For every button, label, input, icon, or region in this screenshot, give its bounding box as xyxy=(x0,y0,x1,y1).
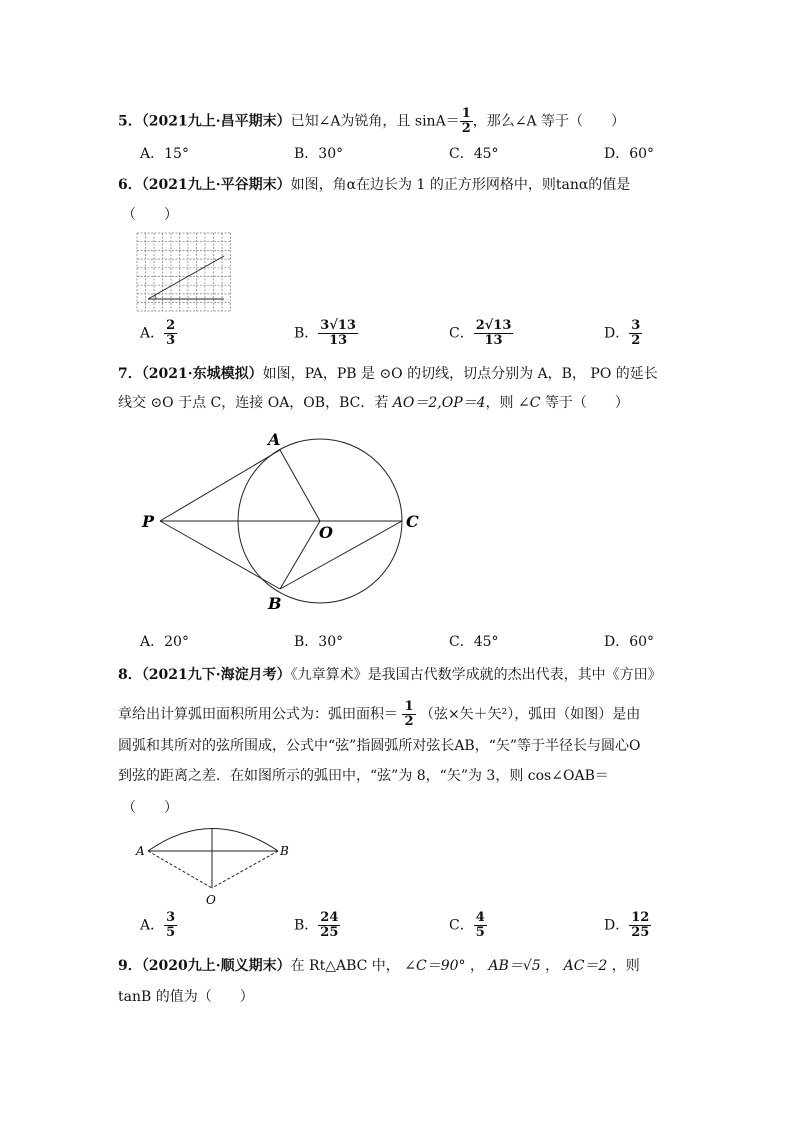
q6-text: 如图，角α在边长为 1 的正方形网格中，则tanα的值是 xyxy=(290,177,631,193)
q8-option-a[interactable]: A． $\frac{3}{5}$ xyxy=(140,910,176,940)
q7-option-a[interactable]: A．20° xyxy=(140,634,189,650)
dashed-oa xyxy=(148,851,212,888)
q6-line xyxy=(118,176,630,194)
label-a: A xyxy=(268,430,281,449)
q6-option-d[interactable]: D． $\frac{3}{2}$ xyxy=(604,318,641,348)
segment-bc xyxy=(280,521,402,589)
segment-ob xyxy=(280,521,320,589)
q6-number: 6． xyxy=(118,177,142,193)
q8-line2: 章给出计算弧田面积所用公式为：弧田面积＝ $\frac{1}{2}$ （弦×矢＋矢²），弧田（如图）是由 xyxy=(118,699,641,729)
q5-text-post: ，那么∠A 等于（ ） xyxy=(472,113,626,130)
q5-number: 5． xyxy=(118,113,142,130)
q5-option-a[interactable]: A．15° xyxy=(140,146,189,162)
q9-number: 9． xyxy=(118,958,142,974)
q6-option-c[interactable]: C． $\frac{2√13}{13}$ xyxy=(449,318,512,348)
dashed-ob xyxy=(212,851,278,888)
q7-line2: 线交 ⊙O 于点 C，连接 OA，OB，BC．若 AO＝2,OP＝4，则 ∠C 等于（ ） xyxy=(118,395,629,411)
q8-arc-figure xyxy=(134,820,298,910)
q9-line2: tanB 的值为（ ） xyxy=(118,989,254,1005)
q7-option-b[interactable]: B．30° xyxy=(294,634,344,650)
q8-bracket: （ ） xyxy=(122,800,178,816)
q8-line1: 8．（2021九下·海淀月考）《九章算术》是我国古代数学成就的杰出代表，其中《方田》 xyxy=(118,667,662,683)
q8-line4: 到弦的距离之差．在如图所示的弧田中，“弦”为 8，“矢”为 3，则 cos∠OAB＝ xyxy=(118,768,609,784)
q8-option-c[interactable]: C． $\frac{4}{5}$ xyxy=(449,910,485,940)
label-b: B xyxy=(268,594,282,613)
q8-line3: 圆弧和其所对的弦所围成，公式中“弦”指圆弧所对弦长AB，“矢”等于半径长与圆心O xyxy=(118,738,641,754)
angle-upper-ray xyxy=(148,256,224,299)
angle-alpha-arc xyxy=(155,295,156,299)
q7-circle-figure xyxy=(138,425,428,615)
q5-text-pre: 已知∠A为锐角，且 sinA＝ xyxy=(290,113,460,130)
q6-bracket: （ ） xyxy=(122,207,178,223)
q6-grid-figure xyxy=(136,232,232,312)
label-c: C xyxy=(406,512,419,531)
tangent-pb xyxy=(160,521,280,589)
q7-option-c[interactable]: C．45° xyxy=(449,634,499,650)
q7-number: 7． xyxy=(118,366,142,382)
arc-ab xyxy=(148,829,278,852)
q6-source: （2021九上·平谷期末） xyxy=(141,177,291,193)
label-o: O xyxy=(319,523,333,542)
tangent-pa xyxy=(160,450,280,521)
q5-source: （2021九上·昌平期末） xyxy=(141,113,291,130)
q8-option-b[interactable]: B． $\frac{24}{25}$ xyxy=(294,910,339,940)
q5-option-b[interactable]: B．30° xyxy=(294,146,344,162)
q5-option-d[interactable]: D．60° xyxy=(604,146,655,162)
q8-option-d[interactable]: D． $\frac{12}{25}$ xyxy=(604,910,650,940)
q7-source: （2021·东城模拟） xyxy=(141,366,263,382)
q5-fraction: $\frac{1}{2}$ xyxy=(461,106,471,136)
q7-option-d[interactable]: D．60° xyxy=(604,634,655,650)
q7-line1: 7．（2021·东城模拟）如图，PA，PB 是 ⊙O 的切线，切点分别为 A，B， PO 的延长 xyxy=(118,366,658,382)
q8-number: 8． xyxy=(118,667,142,683)
label-a: A xyxy=(136,844,145,858)
q9-source: （2020九上·顺义期末） xyxy=(141,958,291,974)
q5-option-c[interactable]: C．45° xyxy=(449,146,499,162)
q5-line xyxy=(118,107,625,136)
q8-source: （2021九下·海淀月考） xyxy=(141,667,291,683)
q9-line1: 9．（2020九上·顺义期末）在 Rt△ABC 中， ∠C＝90° ， AB＝√5 ， AC＝2 ，则 xyxy=(118,958,640,974)
label-o: O xyxy=(206,893,216,907)
segment-oa xyxy=(280,450,320,521)
q6-option-b[interactable]: B． $\frac{3√13}{13}$ xyxy=(294,318,356,348)
label-b: B xyxy=(280,844,289,858)
q6-option-a[interactable]: A． $\frac{2}{3}$ xyxy=(140,318,176,348)
label-p: P xyxy=(142,512,155,531)
